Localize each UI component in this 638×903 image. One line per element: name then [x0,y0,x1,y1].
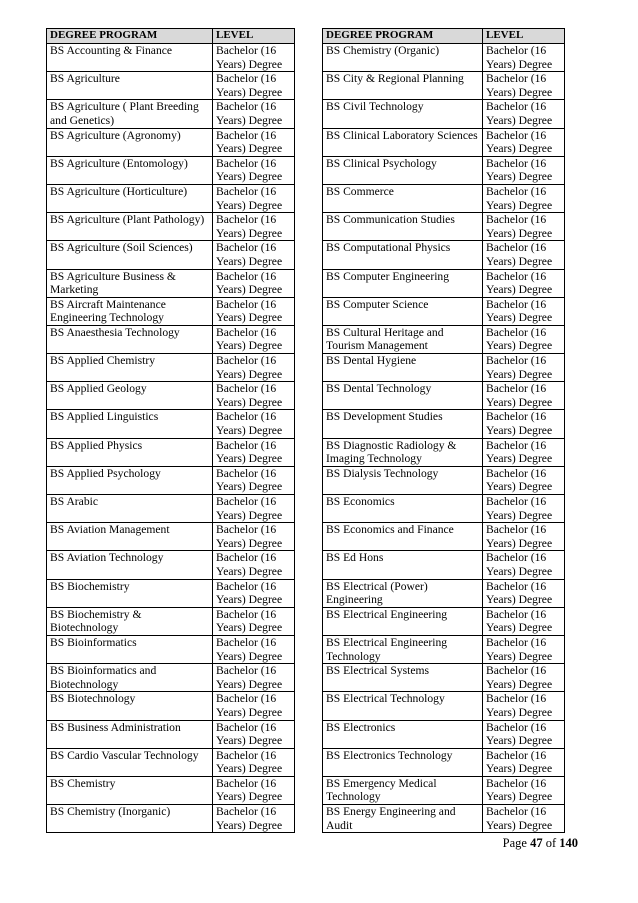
level-cell: Bachelor (16 Years) Degree [483,72,565,100]
level-cell: Bachelor (16 Years) Degree [483,184,565,212]
table-row [323,410,565,438]
level-cell: Bachelor (16 Years) Degree [213,607,295,635]
table-row [323,551,565,579]
table-row [47,635,295,663]
table-row [323,748,565,776]
table-row [323,213,565,241]
level-cell: Bachelor (16 Years) Degree [213,410,295,438]
level-cell: Bachelor (16 Years) Degree [213,579,295,607]
degree-program-cell: BS Agriculture ( Plant Breeding and Genetics) [47,100,213,128]
degree-program-cell: BS Accounting & Finance [47,44,213,72]
level-cell: Bachelor (16 Years) Degree [213,297,295,325]
degree-program-cell: BS Clinical Laboratory Sciences [323,128,483,156]
level-cell: Bachelor (16 Years) Degree [483,495,565,523]
table-row [323,579,565,607]
table-row [47,297,295,325]
degree-program-cell: BS Chemistry (Organic) [323,44,483,72]
degree-program-cell: BS Civil Technology [323,100,483,128]
degree-program-cell: BS Emergency Medical Technology [323,776,483,804]
level-cell: Bachelor (16 Years) Degree [483,805,565,833]
degree-table-right [322,28,565,833]
degree-program-cell: BS Agriculture [47,72,213,100]
degree-program-cell: BS Business Administration [47,720,213,748]
level-cell: Bachelor (16 Years) Degree [483,664,565,692]
degree-program-cell: BS Aviation Management [47,523,213,551]
level-cell: Bachelor (16 Years) Degree [213,720,295,748]
degree-program-cell: BS Bioinformatics [47,635,213,663]
table-row [323,382,565,410]
degree-program-cell: BS Economics and Finance [323,523,483,551]
level-cell: Bachelor (16 Years) Degree [213,382,295,410]
table-row [47,410,295,438]
degree-program-cell: BS Electrical Engineering Technology [323,635,483,663]
table-body-left [47,44,295,833]
table-row [47,72,295,100]
table-row [47,128,295,156]
level-cell: Bachelor (16 Years) Degree [483,297,565,325]
level-cell: Bachelor (16 Years) Degree [213,213,295,241]
degree-program-cell: BS City & Regional Planning [323,72,483,100]
table-row [323,495,565,523]
table-row [47,156,295,184]
table-row [47,692,295,720]
degree-table-left [46,28,295,833]
table-row [47,664,295,692]
table-row [47,269,295,297]
degree-program-cell: BS Agriculture (Horticulture) [47,184,213,212]
level-cell: Bachelor (16 Years) Degree [213,241,295,269]
level-cell: Bachelor (16 Years) Degree [213,156,295,184]
table-row [323,269,565,297]
table-row [47,551,295,579]
degree-program-cell: BS Ed Hons [323,551,483,579]
table-header-row [47,29,295,44]
degree-program-cell: BS Applied Geology [47,382,213,410]
level-cell: Bachelor (16 Years) Degree [213,44,295,72]
level-cell: Bachelor (16 Years) Degree [213,466,295,494]
header-level: LEVEL [213,29,295,44]
level-cell: Bachelor (16 Years) Degree [483,692,565,720]
table-row [323,664,565,692]
level-cell: Bachelor (16 Years) Degree [213,776,295,804]
header-degree-program: DEGREE PROGRAM [323,29,483,44]
degree-program-cell: BS Electrical Systems [323,664,483,692]
degree-program-cell: BS Commerce [323,184,483,212]
table-row [47,325,295,353]
table-row [323,635,565,663]
level-cell: Bachelor (16 Years) Degree [213,523,295,551]
degree-program-cell: BS Agriculture (Agronomy) [47,128,213,156]
degree-program-cell: BS Electrical (Power) Engineering [323,579,483,607]
level-cell: Bachelor (16 Years) Degree [483,241,565,269]
page-prefix: Page [502,836,531,850]
degree-program-cell: BS Electrical Engineering [323,607,483,635]
degree-program-cell: BS Chemistry [47,776,213,804]
table-row [323,523,565,551]
level-cell: Bachelor (16 Years) Degree [483,551,565,579]
table-row [47,776,295,804]
level-cell: Bachelor (16 Years) Degree [483,410,565,438]
degree-program-cell: BS Agriculture (Entomology) [47,156,213,184]
table-row [323,325,565,353]
current-page: 47 [530,836,543,850]
level-cell: Bachelor (16 Years) Degree [213,635,295,663]
level-cell: Bachelor (16 Years) Degree [213,354,295,382]
degree-program-cell: BS Energy Engineering and Audit [323,805,483,833]
degree-program-cell: BS Computer Science [323,297,483,325]
degree-program-cell: BS Anaesthesia Technology [47,325,213,353]
table-row [47,382,295,410]
level-cell: Bachelor (16 Years) Degree [213,748,295,776]
table-header-row [323,29,565,44]
header-degree-program: DEGREE PROGRAM [47,29,213,44]
level-cell: Bachelor (16 Years) Degree [483,325,565,353]
degree-program-cell: BS Dialysis Technology [323,466,483,494]
degree-program-cell: BS Chemistry (Inorganic) [47,805,213,833]
level-cell: Bachelor (16 Years) Degree [213,664,295,692]
level-cell: Bachelor (16 Years) Degree [483,128,565,156]
degree-program-cell: BS Arabic [47,495,213,523]
table-row [323,692,565,720]
table-row [323,128,565,156]
table-row [323,44,565,72]
degree-program-cell: BS Economics [323,495,483,523]
table-row [323,776,565,804]
table-row [323,607,565,635]
degree-program-cell: BS Computer Engineering [323,269,483,297]
degree-program-cell: BS Clinical Psychology [323,156,483,184]
level-cell: Bachelor (16 Years) Degree [483,635,565,663]
level-cell: Bachelor (16 Years) Degree [483,156,565,184]
degree-program-cell: BS Dental Technology [323,382,483,410]
level-cell: Bachelor (16 Years) Degree [483,354,565,382]
table-row [47,438,295,466]
page-of: of [542,836,560,850]
page-number [460,836,578,851]
level-cell: Bachelor (16 Years) Degree [483,44,565,72]
level-cell: Bachelor (16 Years) Degree [483,748,565,776]
degree-program-cell: BS Diagnostic Radiology & Imaging Technology [323,438,483,466]
degree-program-cell: BS Bioinformatics and Biotechnology [47,664,213,692]
table-row [47,100,295,128]
degree-program-cell: BS Cultural Heritage and Tourism Management [323,325,483,353]
level-cell: Bachelor (16 Years) Degree [483,382,565,410]
table-row [323,805,565,833]
level-cell: Bachelor (16 Years) Degree [483,523,565,551]
degree-program-cell: BS Agriculture (Soil Sciences) [47,241,213,269]
table-body-right [323,44,565,833]
table-row [47,354,295,382]
table-row [323,720,565,748]
level-cell: Bachelor (16 Years) Degree [483,579,565,607]
level-cell: Bachelor (16 Years) Degree [483,269,565,297]
table-row [47,579,295,607]
degree-program-cell: BS Applied Chemistry [47,354,213,382]
degree-program-cell: BS Applied Physics [47,438,213,466]
level-cell: Bachelor (16 Years) Degree [213,805,295,833]
table-row [47,720,295,748]
degree-program-cell: BS Development Studies [323,410,483,438]
degree-program-cell: BS Computational Physics [323,241,483,269]
table-row [47,241,295,269]
table-row [47,184,295,212]
level-cell: Bachelor (16 Years) Degree [213,184,295,212]
table-row [323,354,565,382]
level-cell: Bachelor (16 Years) Degree [213,325,295,353]
table-row [47,495,295,523]
degree-program-cell: BS Biochemistry & Biotechnology [47,607,213,635]
degree-program-cell: BS Cardio Vascular Technology [47,748,213,776]
table-row [47,44,295,72]
level-cell: Bachelor (16 Years) Degree [483,466,565,494]
table-row [323,466,565,494]
level-cell: Bachelor (16 Years) Degree [483,607,565,635]
degree-program-cell: BS Aircraft Maintenance Engineering Technology [47,297,213,325]
table-row [47,805,295,833]
degree-program-cell: BS Dental Hygiene [323,354,483,382]
table-row [323,184,565,212]
degree-program-cell: BS Electronics Technology [323,748,483,776]
table-row [323,100,565,128]
total-pages: 140 [559,836,578,850]
level-cell: Bachelor (16 Years) Degree [483,100,565,128]
table-row [47,523,295,551]
table-row [323,72,565,100]
table-row [323,438,565,466]
level-cell: Bachelor (16 Years) Degree [483,213,565,241]
degree-program-cell: BS Applied Linguistics [47,410,213,438]
level-cell: Bachelor (16 Years) Degree [213,269,295,297]
degree-program-cell: BS Biotechnology [47,692,213,720]
degree-program-cell: BS Aviation Technology [47,551,213,579]
table-row [47,607,295,635]
degree-program-cell: BS Applied Psychology [47,466,213,494]
degree-program-cell: BS Electrical Technology [323,692,483,720]
level-cell: Bachelor (16 Years) Degree [213,438,295,466]
degree-program-cell: BS Agriculture Business & Marketing [47,269,213,297]
level-cell: Bachelor (16 Years) Degree [213,72,295,100]
level-cell: Bachelor (16 Years) Degree [483,720,565,748]
table-row [323,241,565,269]
degree-program-cell: BS Agriculture (Plant Pathology) [47,213,213,241]
table-row [323,156,565,184]
level-cell: Bachelor (16 Years) Degree [483,776,565,804]
table-row [323,297,565,325]
degree-program-cell: BS Electronics [323,720,483,748]
table-row [47,213,295,241]
degree-program-cell: BS Communication Studies [323,213,483,241]
table-row [47,748,295,776]
level-cell: Bachelor (16 Years) Degree [213,692,295,720]
level-cell: Bachelor (16 Years) Degree [213,551,295,579]
degree-program-cell: BS Biochemistry [47,579,213,607]
header-level: LEVEL [483,29,565,44]
level-cell: Bachelor (16 Years) Degree [483,438,565,466]
level-cell: Bachelor (16 Years) Degree [213,128,295,156]
level-cell: Bachelor (16 Years) Degree [213,100,295,128]
level-cell: Bachelor (16 Years) Degree [213,495,295,523]
table-row [47,466,295,494]
